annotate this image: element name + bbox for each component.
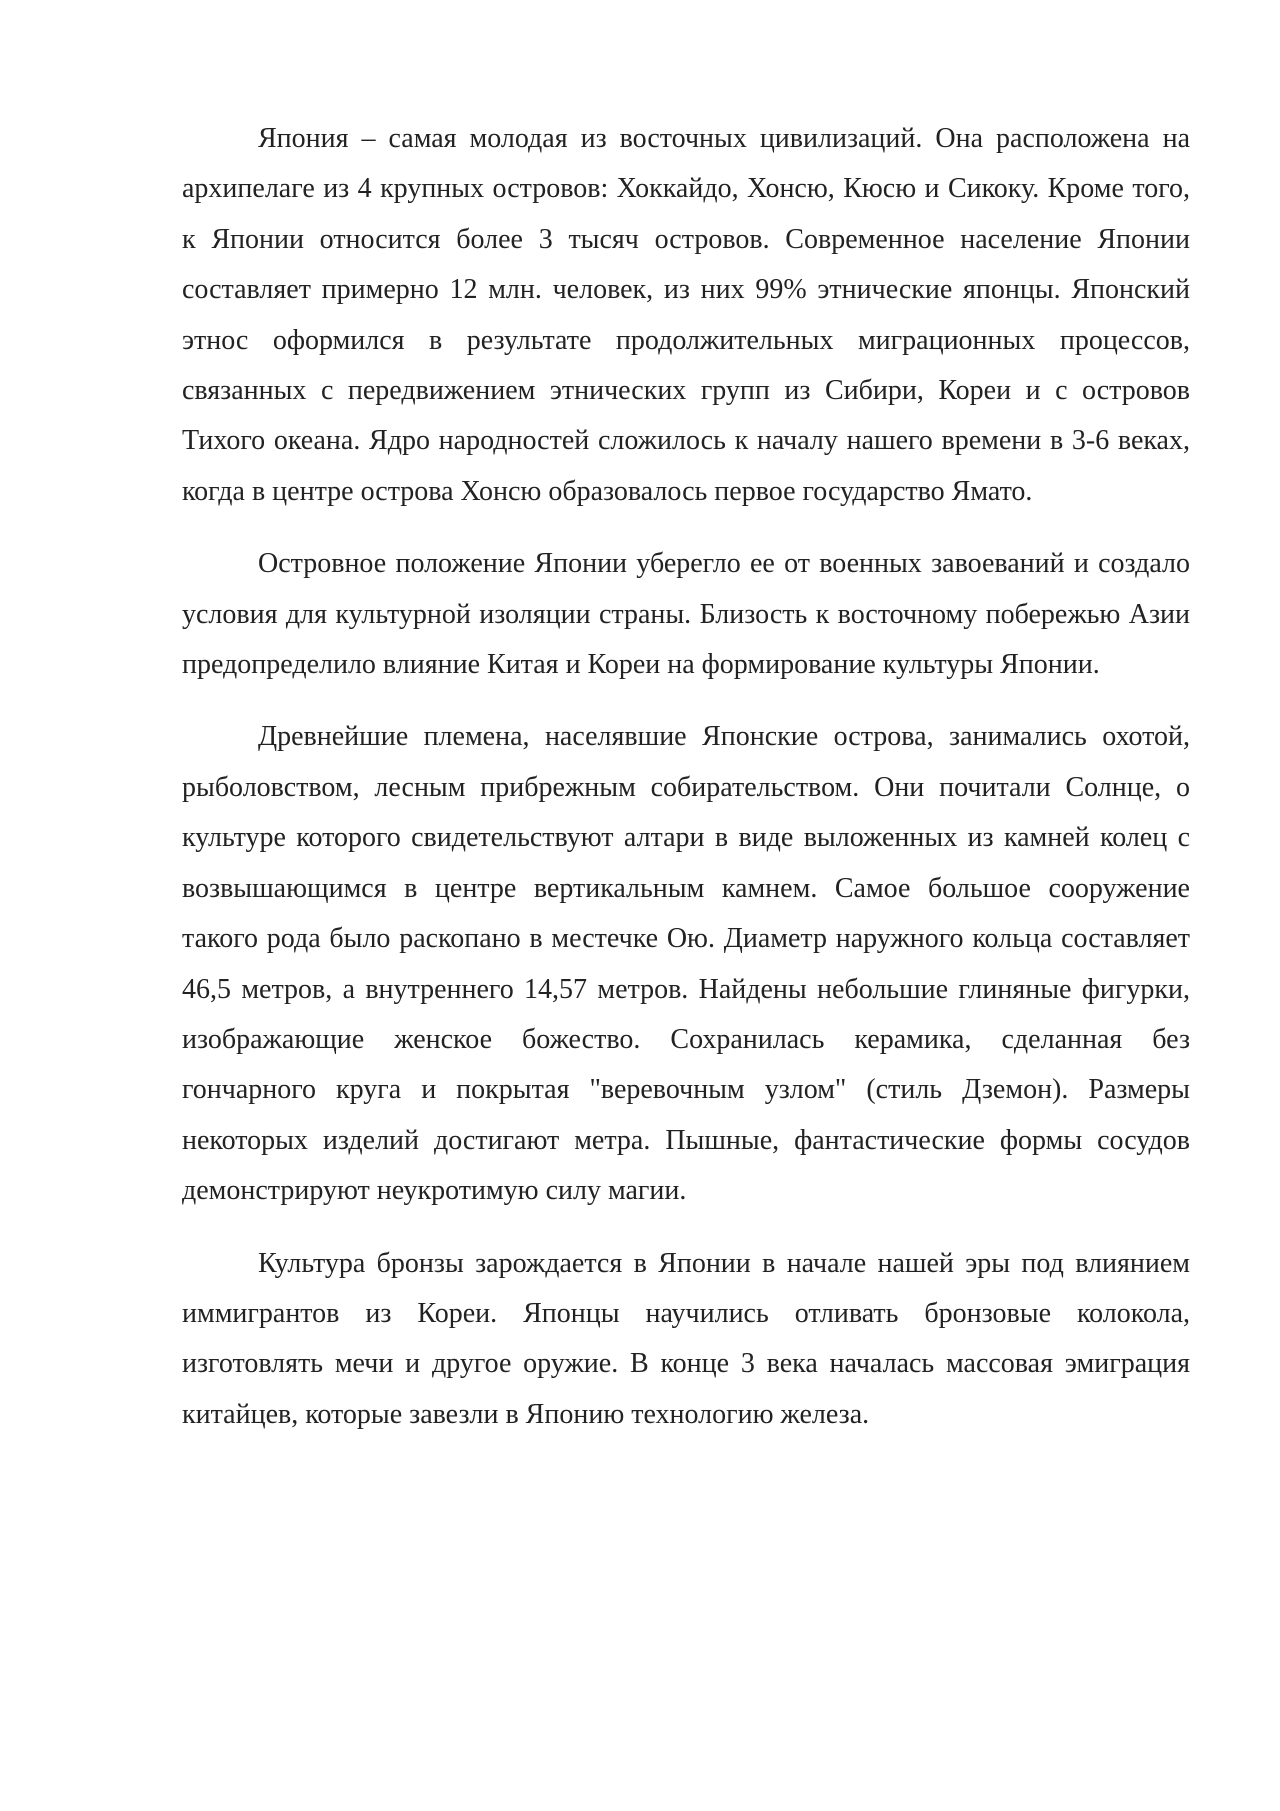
paragraph-ancient-tribes: Древнейшие племена, населявшие Японские острова, занимались охотой, рыболовством, лесным прибрежным собирательством. Они почитали Солнце, о культуре которого свидетельствуют алтари в виде выложенных из камней колец с возвышающимся в центре вертикальным камнем. Самое большое сооружение такого рода было раскопано в местечке Ою. Диаметр наружного кольца составляет 46,5 метров, а внутреннего 14,57 метров. Найдены небольшие глиняные фигурки, изображающие женское божество. Сохранилась керамика, сделанная без гончарного круга и покрытая "веревочным узлом" (стиль Дземон). Размеры некоторых изделий достигают метра. Пышные, фантастические формы сосудов демонстрируют неукротимую силу магии. bbox=[182, 721, 1190, 1207]
document-body bbox=[182, 114, 1190, 1462]
paragraph-island-position: Островное положение Японии уберегло ее от военных завоеваний и создало условия для культурной изоляции страны. Близость к восточному побережью Азии предопределило влияние Китая и Кореи на формирование культуры Японии. bbox=[182, 548, 1190, 681]
paragraph-japan-overview: Япония – самая молодая из восточных цивилизаций. Она расположена на архипелаге из 4 крупных островов: Хоккайдо, Хонсю, Кюсю и Сикоку. Кроме того, к Японии относится более 3 тысяч островов. Современное население Японии составляет примерно 12 млн. человек, из них 99% этнические японцы. Японский этнос оформился в результате продолжительных миграционных процессов, связанных с передвижением этнических групп из Сибири, Кореи и с островов Тихого океана. Ядро народностей сложилось к началу нашего времени в 3-6 веках, когда в центре острова Хонсю образовалось первое государство Ямато. bbox=[182, 123, 1190, 507]
paragraph-bronze-culture: Культура бронзы зарождается в Японии в начале нашей эры под влиянием иммигрантов из Кореи. Японцы научились отливать бронзовые колокола, изготовлять мечи и другое оружие. В конце 3 века началась массовая эмиграция китайцев, которые завезли в Японию технологию железа. bbox=[182, 1247, 1190, 1430]
